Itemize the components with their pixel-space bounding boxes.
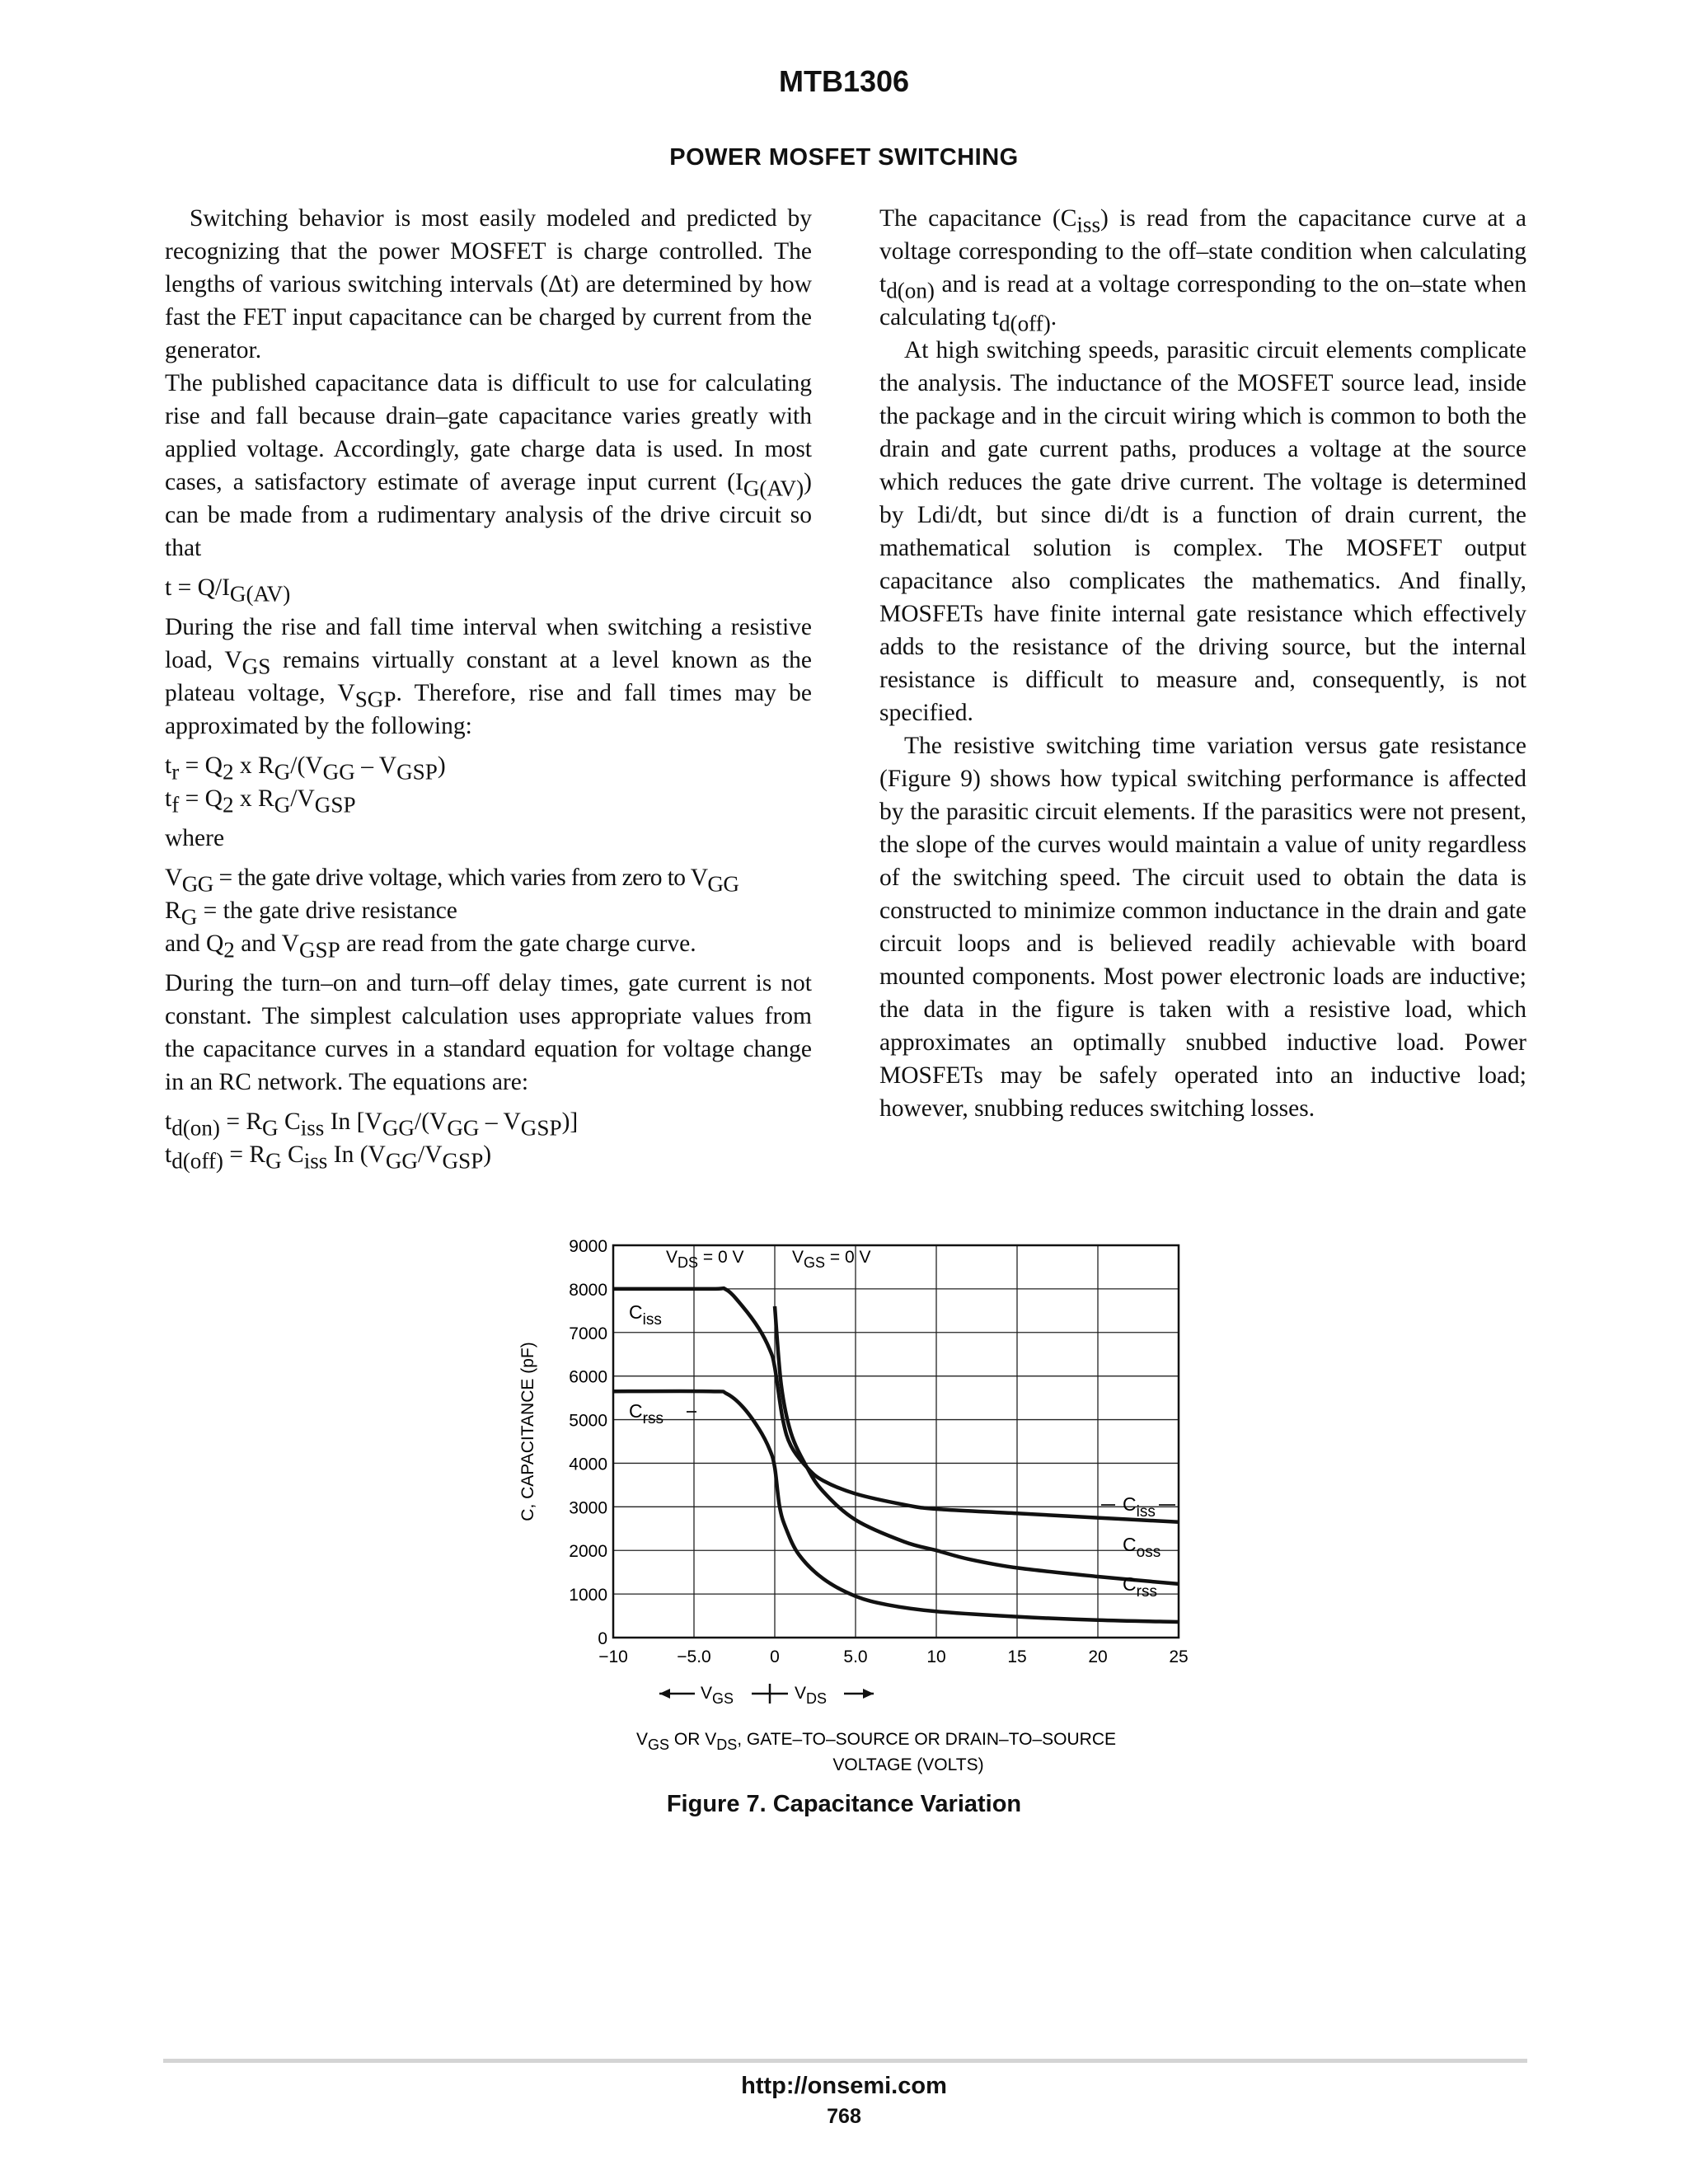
y-tick-label: 5000 [569,1411,607,1431]
x-tick-label: −10 [598,1647,628,1666]
y-tick-label: 0 [598,1629,607,1648]
right-paragraph-2: At high switching speeds, parasitic circuit elements complicate the analysis. The inductance of the MOSFET source lead, inside the package and in the circuit wiring which is common to both the drain and gate current paths, produces a voltage at the source which reduces the gate drive current. The voltage is determined by Ldi/dt, but since di/dt is a function of drain current, the mathematical solution is complex. The MOSFET output capacitance also complicates the mathematics. And finally, MOSFETs have finite internal gate resistance which effectively adds to the resistance of the driving source, but the internal resistance is difficult to measure and, consequently, is not specified. [879,337,1526,726]
vds-zero-annotation: VDS = 0 V [666,1248,744,1271]
x-tick-label: 10 [926,1647,946,1666]
x-tick-label: −5.0 [677,1647,711,1666]
definition-vgg: $V_{GG}$ = the gate drive voltage, which varies from zero to $V_{GG}$ [165,865,739,897]
y-tick-label: 2000 [569,1542,607,1562]
definition-q2-vgsp: and $Q_2$ and $V_{GSP}$ are read from the gate charge curve. [165,930,696,963]
equation-td-on: $t_{d(on)} = R_G$ $C_{iss}$ In $[V_{GG}/(V_{GG} - V_{GSP})]$ [165,1108,579,1141]
where-label: where [165,825,225,851]
left-paragraph-3: During the rise and fall time interval when switching a resistive load, $V_{GS}$ remains virtually constant at a level known as the plateau voltage, $V_{SGP}$. Therefore, rise and fall times may be approximated by the following: [165,614,813,739]
section-title: POWER MOSFET SWITCHING [669,144,1019,171]
y-tick-label: 1000 [569,1586,607,1605]
equation-td-off: $t_{d(off)} = R_G$ $C_{iss}$ In $(V_{GG}/V_{GSP})$ [165,1141,492,1174]
left-paragraph-4: During the turn–on and turn–off delay times, gate current is not constant. The simplest calculation uses appropriate values from the capacitance curves in a standard equation for voltage change in an RC network. The equations are: [165,970,812,1095]
equation-tf: $t_f = Q_2$ x $R_G/V_{GSP}$ [165,785,356,818]
y-tick-label: 7000 [569,1324,607,1343]
series-label-ciss: $C_{iss}$ [629,1301,662,1329]
y-tick-label: 4000 [569,1455,607,1474]
footer-divider [163,2059,1527,2063]
arrow-label-vgs: VGS [701,1684,734,1707]
series-label-crss: $C_{rss}$ [629,1400,663,1427]
series-label-coss: $C_{oss}$ [1123,1534,1161,1561]
x-tick-label: 25 [1169,1647,1189,1666]
series-line-ciss [613,1288,1179,1522]
series-label-ciss: $C_{iss}$ [1123,1493,1156,1521]
footer-url: http://onsemi.com [741,2073,947,2099]
y-axis-label: C, CAPACITANCE (pF) [518,1342,537,1521]
x-tick-label: 5.0 [843,1647,868,1666]
left-paragraph-1: Switching behavior is most easily modeled and predicted by recognizing that the power MOSFET is charge controlled. The lengths of various switching intervals (Δt) are determined by how fast the FET input capacitance can be charged by current from the generator. [165,205,812,363]
equation-t: $t = Q/I_{G(AV)}$ [165,574,291,607]
arrow-label-vds: VDS [795,1684,828,1707]
y-tick-label: 9000 [569,1237,607,1256]
chart-series [613,1288,1179,1622]
series-label-crss: $C_{rss}$ [1123,1573,1157,1601]
x-tick-label: 20 [1088,1647,1108,1666]
vgs-zero-annotation: VGS = 0 V [792,1248,871,1271]
x-axis-label-line-2: VOLTAGE (VOLTS) [832,1755,984,1774]
equation-tr: $t_r = Q_2$ x $R_G/(V_{GG} - V_{GSP})$ [165,752,446,785]
left-paragraph-2: The published capacitance data is difficult to use for calculating rise and fall because drain–gate capacitance varies greatly with applied voltage. Accordingly, gate charge data is used. In most cases, a satisfactory estimate of average input current $(I_{G(AV)})$ can be made from a rudimentary analysis of the drive circuit so that [165,370,812,561]
right-paragraph-1: The capacitance $(C_{iss})$ is read from the capacitance curve at a voltage corresponding to the off–state condition when calculating $t_{d(on)}$ and is read at a voltage corresponding to the on–state when calculating $t_{d(off)}$. [879,205,1526,336]
right-column [879,202,1526,1125]
chart-grid [613,1245,1179,1638]
series-line-coss [775,1306,1179,1584]
right-paragraph-3: The resistive switching time variation versus gate resistance (Figure 9) shows how typical switching performance is affected by the parasitic circuit elements. If the parasitics were not present, the slope of the curves would maintain a value of unity regardless of the switching speed. The circuit used to obtain the data is constructed to minimize common inductance in the drain and gate circuit loops and is believed readily achievable with board mounted components. Most power electronic loads are inductive; the data in the figure is taken with a resistive load, which approximates an optimally snubbed inductive load. Power MOSFETs may be safely operated into an inductive load; however, snubbing reduces switching losses. [879,733,1526,1122]
vgs-vds-direction-indicator [659,1684,874,1707]
y-tick-label: 6000 [569,1367,607,1387]
chart-labels [629,1301,1175,1601]
y-tick-label: 8000 [569,1280,607,1300]
capacitance-chart [511,1232,1220,1776]
plot-frame [613,1245,1179,1638]
x-tick-label: 15 [1007,1647,1027,1666]
y-tick-label: 3000 [569,1498,607,1518]
x-axis-label-line-1: VGS OR VDS, GATE–TO–SOURCE OR DRAIN–TO–SOURCE [636,1730,1116,1753]
figure-caption: Figure 7. Capacitance Variation [666,1791,1022,1817]
x-tick-label: 0 [770,1647,780,1666]
definition-rg: $R_G$ = the gate drive resistance [165,898,457,930]
left-column [165,202,813,1174]
page-number: 768 [827,2105,861,2128]
page-header-part-number: MTB1306 [778,64,910,98]
